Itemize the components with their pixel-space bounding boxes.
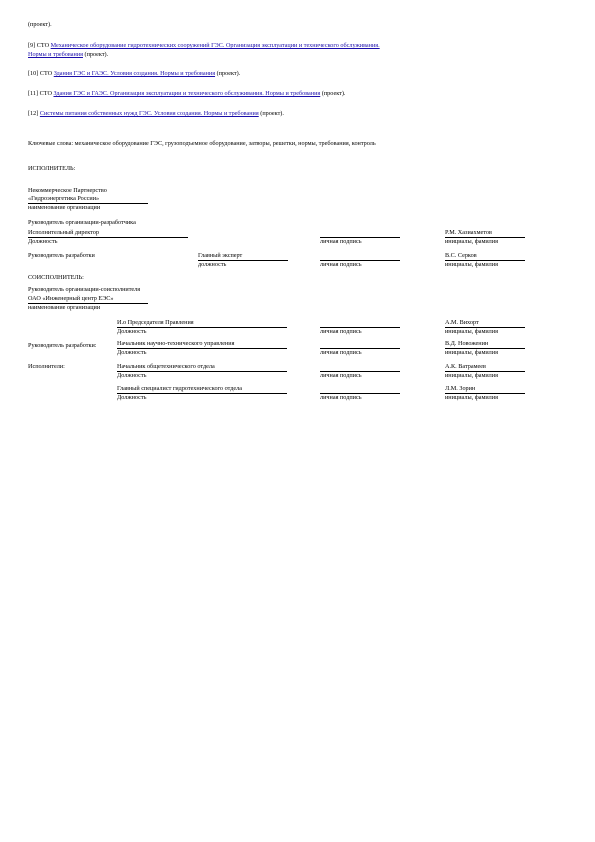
coexecutor-row-sign: личная подпись [320, 372, 362, 379]
executor-dev-lead-label: Руководитель разработки [28, 252, 95, 259]
reference-10-link[interactable]: Здания ГЭС и ГАЭС. Условия создания. Нормы и требования [53, 70, 216, 77]
reference-8-continuation: (проект). [28, 21, 52, 28]
reference-10 [28, 71, 240, 78]
reference-12-link[interactable]: Системы питания собственных нужд ГЭС. Условия создания. Нормы и требования [39, 110, 259, 117]
reference-9-suffix: (проект). [84, 51, 109, 58]
executor-heading: ИСПОЛНИТЕЛЬ: [28, 165, 76, 172]
reference-11-link[interactable]: Здания ГЭС и ГАЭС. Организация эксплуатации и технического обслуживания. Нормы и требования [53, 90, 321, 97]
coexecutor-row-name-caption: инициалы, фамилия [445, 394, 498, 401]
coexecutor-row-title-caption: Должность [117, 328, 147, 335]
coexecutor-row-title-caption: Должность [117, 394, 147, 401]
reference-11-suffix: (проект). [321, 90, 346, 97]
executor-expert-title: Главный эксперт [198, 252, 243, 259]
coexecutor-row-name-caption: инициалы, фамилия [445, 328, 498, 335]
executor-expert-caption: должность [198, 261, 227, 268]
executor-director-title: Исполнительный директор [28, 229, 99, 236]
executor-expert-sign: личная подпись [320, 261, 362, 268]
coexecutor-row-left: Руководитель разработки: [28, 342, 97, 349]
coexecutor-row-sign: личная подпись [320, 394, 362, 401]
coexecutor-row-name: А.М. Вихорт [445, 319, 479, 326]
reference-10-prefix: [10] СТО [28, 70, 53, 77]
executor-expert-name: В.С. Серков [445, 252, 477, 259]
coexecutor-row-title-caption: Должность [117, 372, 147, 379]
reference-12-prefix: [12] [28, 110, 39, 117]
coexecutor-org-caption: наименование организации [28, 304, 101, 311]
executor-org-line1: Некоммерческое Партнерство [28, 187, 107, 194]
executor-org-line2: «Гидроэнергетика России» [28, 195, 100, 202]
coexecutor-head-caption: Руководитель организации-соисполнителя [28, 286, 141, 293]
executor-name-caption: инициалы, фамилия [445, 238, 498, 245]
coexecutor-row-name: В.Д. Новоженин [445, 340, 489, 347]
reference-9-link[interactable]: Механическое оборудование гидротехнических сооружений ГЭС. Организация эксплуатации и технического обслуживания. [50, 42, 380, 49]
executor-sign-caption: личная подпись [320, 238, 362, 245]
coexecutor-row-sign: личная подпись [320, 349, 362, 356]
coexecutor-row-left: Исполнители: [28, 363, 65, 370]
coexecutor-row-name-caption: инициалы, фамилия [445, 372, 498, 379]
reference-9-prefix: [9] СТО [28, 42, 50, 49]
coexecutor-row-title: Начальник общетехнического отдела [117, 363, 215, 370]
coexecutor-row-title-caption: Должность [117, 349, 147, 356]
keywords: Ключевые слова: механическое оборудование ГЭС, грузоподъемное оборудование, затворы, решетки, нормы, требования, контроль [28, 140, 376, 147]
coexecutor-row-title: И.о Председателя Правления [117, 319, 194, 326]
coexecutor-row-name-caption: инициалы, фамилия [445, 349, 498, 356]
executor-director-caption: Должность [28, 238, 58, 245]
coexecutor-row-title: Главный специалист гидротехнического отдела [117, 385, 242, 392]
reference-10-suffix: (проект). [216, 70, 241, 77]
reference-12-suffix: (проект). [260, 110, 284, 117]
executor-director-name: Р.М. Хазиахметов [445, 229, 492, 236]
coexecutor-org: ОАО «Инженерный центр ЕЭС» [28, 295, 114, 302]
coexecutor-heading: СОИСПОЛНИТЕЛЬ: [28, 274, 84, 281]
coexecutor-row-name: А.К. Ватрамеев [445, 363, 486, 370]
reference-12 [28, 111, 284, 118]
executor-org-caption: наименование организации [28, 204, 101, 211]
reference-11 [28, 91, 345, 98]
reference-9-line2 [28, 52, 108, 59]
coexecutor-row-title: Начальник научно-технического управления [117, 340, 235, 347]
executor-head-caption: Руководитель организации-разработчика [28, 219, 136, 226]
reference-9-link-cont[interactable]: Нормы и требования [28, 51, 83, 58]
coexecutor-row-sign: личная подпись [320, 328, 362, 335]
reference-9 [28, 43, 380, 50]
executor-expert-name-caption: инициалы, фамилия [445, 261, 498, 268]
coexecutor-row-name: Л.М. Зорин [445, 385, 476, 392]
reference-11-prefix: [11] СТО [28, 90, 52, 97]
